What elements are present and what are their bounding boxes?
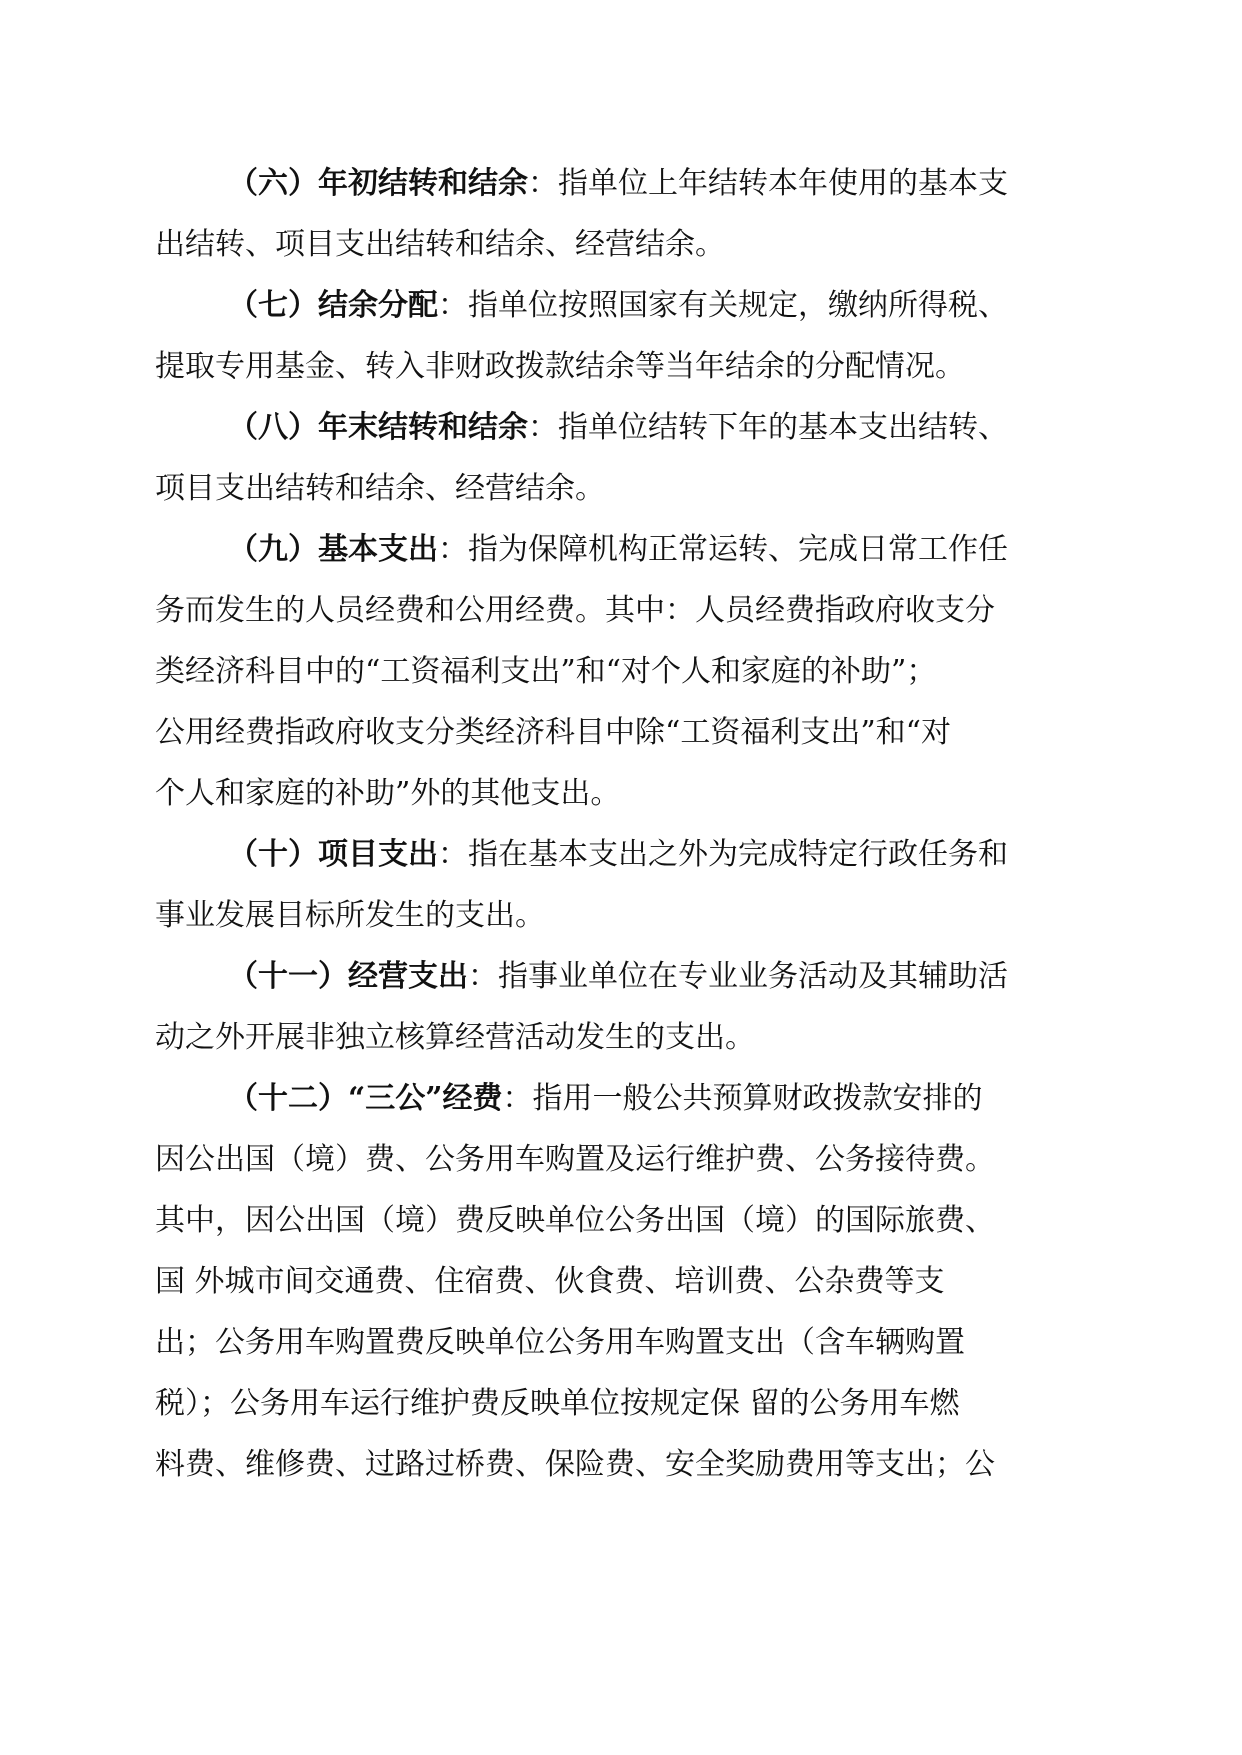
paragraph-text: ：指事业单位在专业业务活动及其辅助活: [468, 959, 1008, 994]
paragraph-line: 因公出国（境）费、公务用车购置及运行维护费、公务接待费。: [155, 1142, 995, 1177]
section-heading: （六）年初结转和结余: [228, 166, 528, 201]
section-heading: （十一）经营支出: [228, 959, 468, 994]
paragraph-line: 提取专用基金、转入非财政拨款结余等当年结余的分配情况。: [155, 349, 965, 384]
paragraph-line: [228, 154, 1095, 214]
section-heading: （八）年末结转和结余: [228, 410, 528, 445]
paragraph-line: 类经济科目中的“工资福利支出”和“对个人和家庭的补助”；: [155, 654, 937, 689]
paragraph-line: 事业发展目标所发生的支出。: [155, 898, 545, 933]
paragraph-text: ：指用一般公共预算财政拨款安排的: [502, 1081, 983, 1116]
paragraph-line: 国 外城市间交通费、住宿费、伙食费、培训费、公杂费等支: [155, 1264, 945, 1299]
paragraph-line: 公用经费指政府收支分类经济科目中除“工资福利支出”和“对: [155, 715, 952, 750]
paragraph-line: [228, 398, 1095, 458]
paragraph-text: ：指在基本支出之外为完成特定行政任务和: [438, 837, 1008, 872]
paragraph-line: 出结转、项目支出结转和结余、经营结余。: [155, 227, 725, 262]
paragraph-line: [228, 947, 1095, 1007]
paragraph-text: ：指为保障机构正常运转、完成日常工作任: [438, 532, 1008, 567]
section-heading: （七）结余分配: [228, 288, 438, 323]
paragraph-text: ：指单位按照国家有关规定，缴纳所得税、: [438, 288, 1008, 323]
paragraph-line: 项目支出结转和结余、经营结余。: [155, 471, 605, 506]
paragraph-line: 出；公务用车购置费反映单位公务用车购置支出（含车辆购置: [155, 1325, 965, 1360]
section-heading: （十二）“三公”经费: [228, 1081, 503, 1116]
paragraph-line: 税）；公务用车运行维护费反映单位按规定保 留的公务用车燃: [155, 1386, 960, 1421]
paragraph-text: ：指单位结转下年的基本支出结转、: [528, 410, 1008, 445]
section-heading: （九）基本支出: [228, 532, 438, 567]
paragraph-line: [228, 276, 1095, 336]
paragraph-line: [228, 1069, 1095, 1129]
paragraph-line: 动之外开展非独立核算经营活动发生的支出。: [155, 1020, 755, 1055]
paragraph-line: 个人和家庭的补助”外的其他支出。: [155, 776, 621, 811]
paragraph-text: ：指单位上年结转本年使用的基本支: [528, 166, 1008, 201]
paragraph-line: 务而发生的人员经费和公用经费。其中：人员经费指政府收支分: [155, 593, 995, 628]
section-heading: （十）项目支出: [228, 837, 438, 872]
paragraph-line: 料费、维修费、过路过桥费、保险费、安全奖励费用等支出；公: [155, 1447, 995, 1482]
paragraph-line: [228, 520, 1095, 580]
paragraph-line: [228, 825, 1095, 885]
paragraph-line: 其中，因公出国（境）费反映单位公务出国（境）的国际旅费、: [155, 1203, 995, 1238]
